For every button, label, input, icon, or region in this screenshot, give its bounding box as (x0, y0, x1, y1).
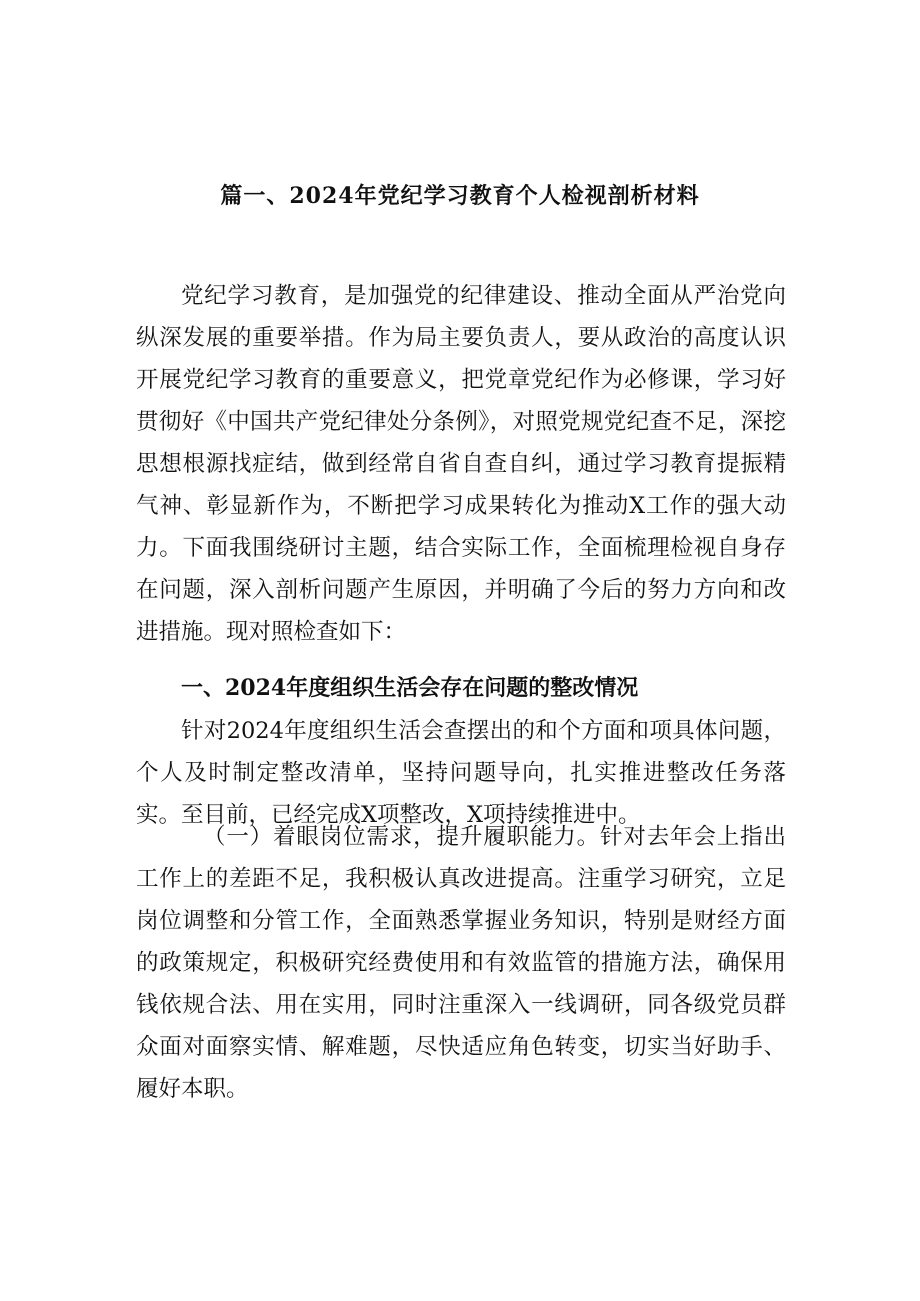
rectification-paragraph: 针对2024年度组织生活会查摆出的和个方面和项具体问题，个人及时制定整改清单，坚持问题导向，扎实推进整改任务落实。至目前，已经完成X项整改，X项持续推进中。 (136, 718, 786, 828)
document-title: 篇一、2024年党纪学习教育个人检视剖析材料 (220, 183, 700, 209)
section-heading: 一、2024年度组织生活会存在问题的整改情况 (181, 675, 639, 701)
subsection-paragraph: （一）着眼岗位需求，提升履职能力。针对去年会上指出工作上的差距不足，我积极认真改进提高。注重学习研究，立足岗位调整和分管工作，全面熟悉掌握业务知识，特别是财经方面的政策规定，积极研究经费使用和有效监管的措施方法，确保用钱依规合法、用在实用，同时注重深入一线调研，同各级党员群众面对面察实情、解难题，尽快适应角色转变，切实当好助手、履好本职。 (136, 824, 786, 1102)
intro-paragraph: 党纪学习教育，是加强党的纪律建设、推动全面从严治党向纵深发展的重要举措。作为局主要负责人，要从政治的高度认识开展党纪学习教育的重要意义，把党章党纪作为必修课，学习好贯彻好《中国共产党纪律处分条例》，对照党规党纪查不足，深挖思想根源找症结，做到经常自省自查自纠，通过学习教育提振精气神、彰显新作为，不断把学习成果转化为推动X工作的强大动力。下面我围绕研讨主题，结合实际工作，全面梳理检视自身存在问题，深入剖析问题产生原因，并明确了今后的努力方向和改进措施。现对照检查如下： (136, 283, 786, 645)
